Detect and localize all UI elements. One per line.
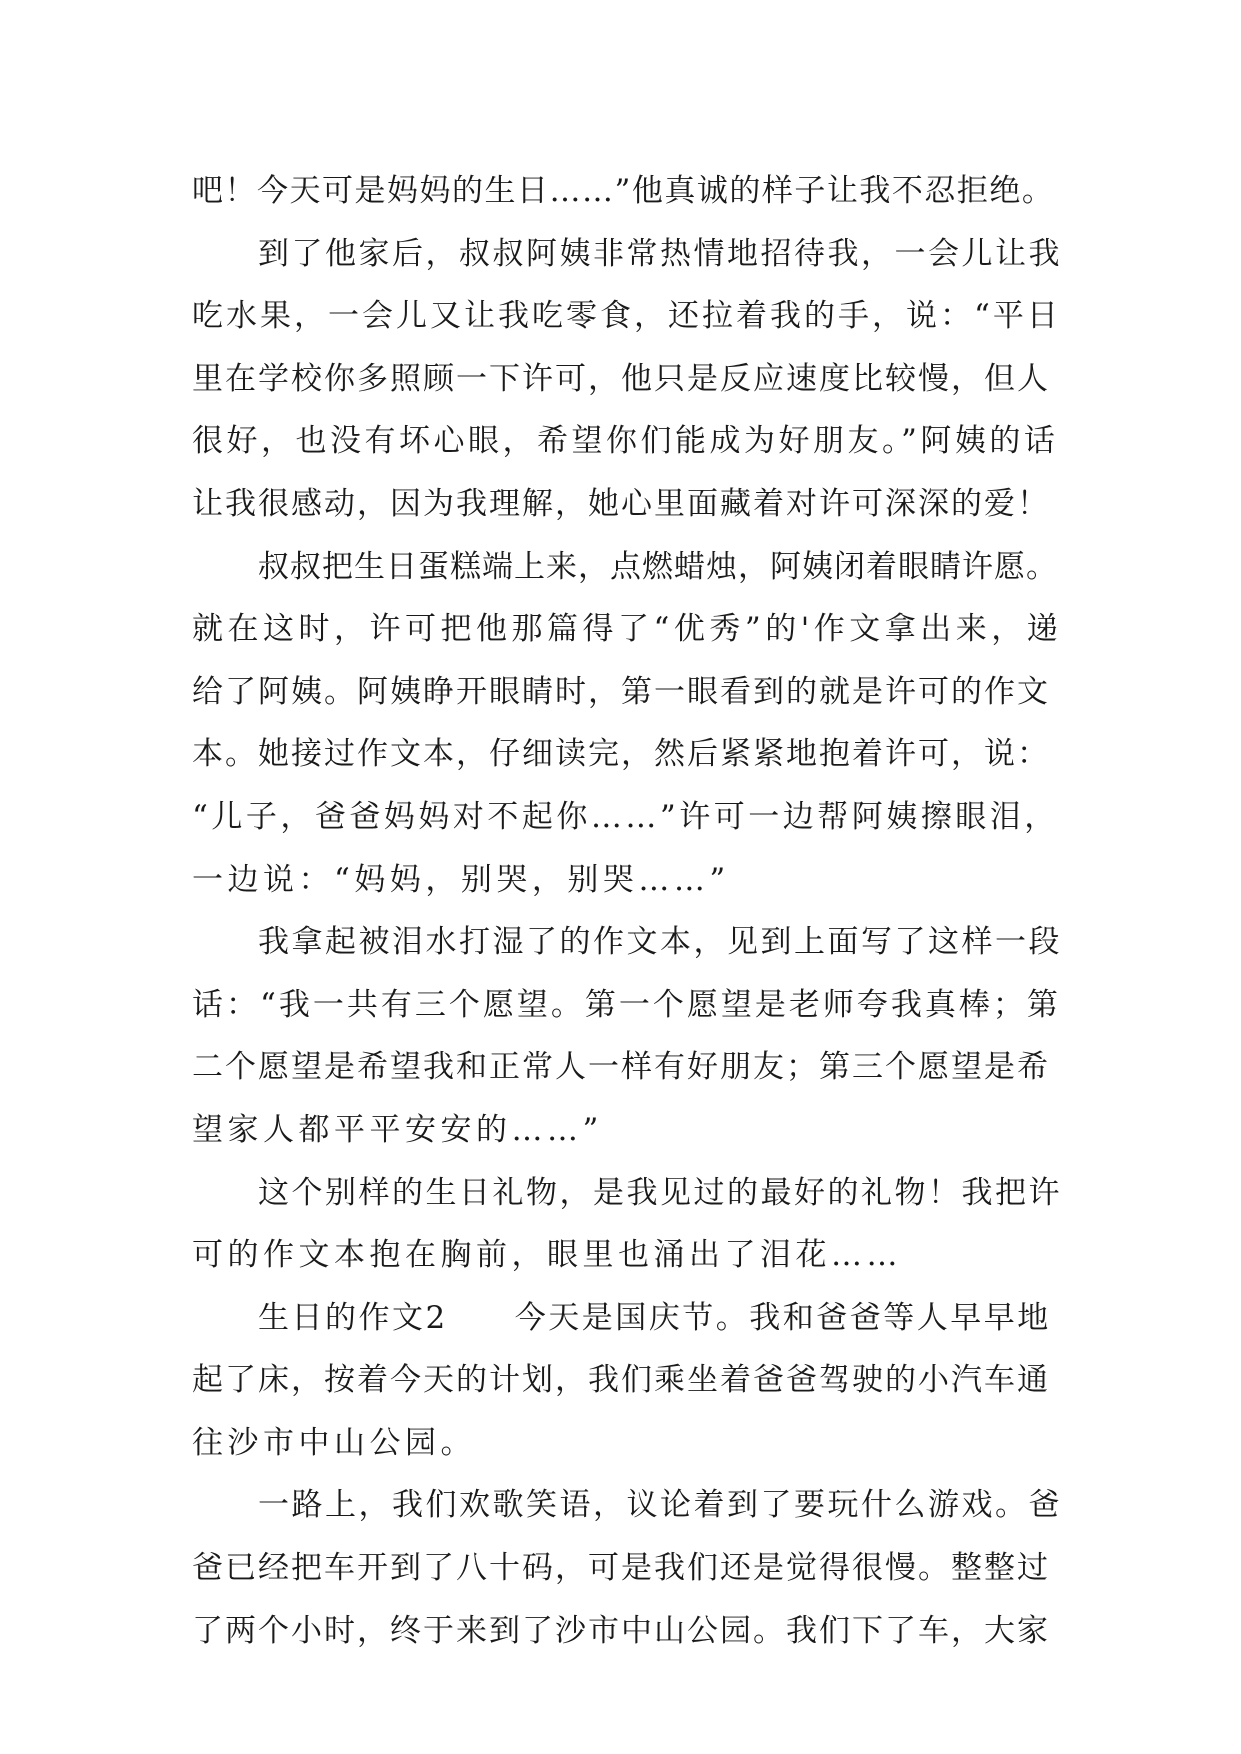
text-line: 到了他家后，叔叔阿姨非常热情地招待我，一会儿让我 [258,235,1062,272]
text-line: 本。她接过作文本，仔细读完，然后紧紧地抱着许可，说： [192,736,1050,773]
text-line: 让我很感动，因为我理解，她心里面藏着对许可深深的爱！ [192,485,1050,522]
text-line: 起了床，按着今天的计划，我们乘坐着爸爸驾驶的小汽车通 [192,1362,1050,1399]
text-line: 可的作文本抱在胸前，眼里也涌出了泪花…… [192,1237,902,1274]
text-line: 给了阿姨。阿姨睁开眼睛时，第一眼看到的就是许可的作文 [192,673,1050,710]
text-line: 话：“我一共有三个愿望。第一个愿望是老师夸我真棒；第 [192,986,1061,1023]
text-line: 望家人都平平安安的……” [192,1111,603,1148]
text-line: 我拿起被泪水打湿了的作文本，见到上面写了这样一段 [258,924,1062,961]
text-line: 叔叔把生日蛋糕端上来，点燃蜡烛，阿姨闭着眼睛许愿。 [258,548,1058,585]
text-line: 吧！今天可是妈妈的生日……”他真诚的样子让我不忍拒绝。 [192,173,1055,209]
text-line: 二个愿望是希望我和正常人一样有好朋友；第三个愿望是希 [192,1049,1050,1086]
text-line: 了两个小时，终于来到了沙市中山公园。我们下了车，大家 [192,1612,1050,1649]
text-line: 一路上，我们欢歌笑语，议论着到了要玩什么游戏。爸 [258,1487,1062,1524]
text-line: 往沙市中山公园。 [192,1424,476,1461]
text-line: 很好，也没有坏心眼，希望你们能成为好朋友。”阿姨的话 [192,423,1059,460]
text-line: 生日的作文2 今天是国庆节。我和爸爸等人早早地 [258,1299,1051,1336]
text-line: 爸已经把车开到了八十码，可是我们还是觉得很慢。整整过 [192,1550,1050,1587]
text-line: “儿子，爸爸妈妈对不起你……”许可一边帮阿姨擦眼泪， [192,798,1059,835]
text-line: 这个别样的生日礼物，是我见过的最好的礼物！我把许 [258,1174,1062,1211]
essay-body [192,160,1092,1662]
text-line: 就在这时，许可把他那篇得了“优秀”的'作文拿出来，递 [192,611,1063,648]
text-line: 一边说：“妈妈，别哭，别哭……” [192,861,730,898]
text-line: 吃水果，一会儿又让我吃零食，还拉着我的手，说：“平日 [192,298,1061,335]
text-line: 里在学校你多照顾一下许可，他只是反应速度比较慢，但人 [192,360,1050,397]
